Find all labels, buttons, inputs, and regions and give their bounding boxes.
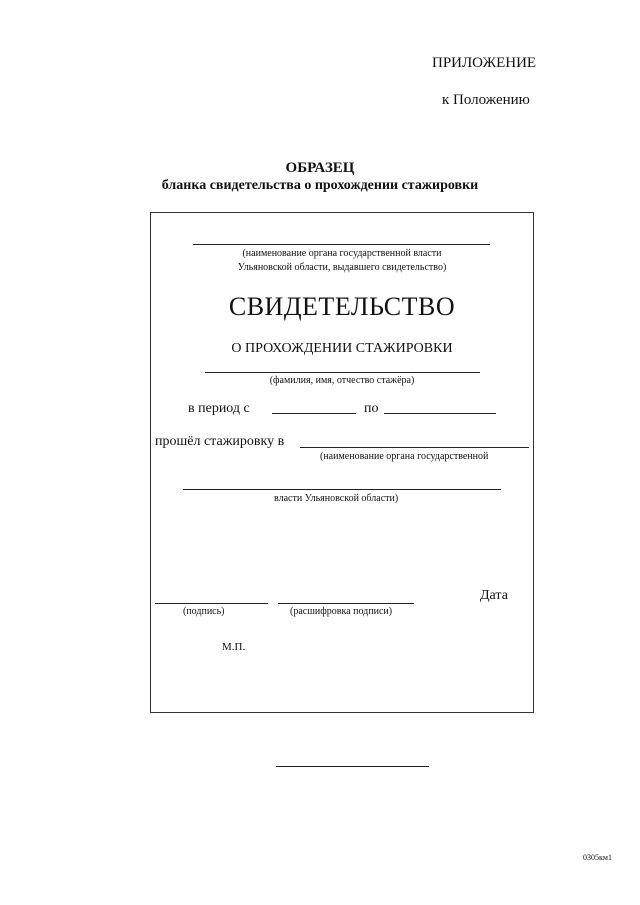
authority-caption-line1: (наименование органа государственной власти <box>242 248 442 259</box>
passed-internship-label: прошёл стажировку в <box>155 434 285 449</box>
sample-subtitle: бланка свидетельства о прохождении стажировки <box>161 178 479 193</box>
certificate-title: СВИДЕТЕЛЬСТВО <box>228 292 456 321</box>
period-to-label: по <box>364 401 379 416</box>
appendix-title: ПРИЛОЖЕНИЕ <box>432 55 537 71</box>
body-caption-line1: (наименование органа государственной <box>320 451 489 462</box>
signature-caption: (подпись) <box>183 606 225 617</box>
signature-line <box>155 603 268 604</box>
period-to-line <box>384 413 496 414</box>
trainee-caption: (фамилия, имя, отчество стажёра) <box>269 375 415 386</box>
date-label: Дата <box>480 588 508 603</box>
footer-code: 0305км1 <box>583 853 612 862</box>
internship-body-line2 <box>183 489 501 490</box>
seal-label: М.П. <box>222 641 246 653</box>
signature-decode-line <box>278 603 414 604</box>
sample-title: ОБРАЗЕЦ <box>285 160 355 176</box>
authority-caption-line2: Ульяновской области, выдавшего свидетельство) <box>237 262 447 273</box>
document-end-line <box>276 766 429 767</box>
period-from-line <box>272 413 356 414</box>
authority-name-line <box>193 244 490 245</box>
trainee-name-line <box>205 372 480 373</box>
certificate-form-frame <box>150 212 534 713</box>
signature-decode-caption: (расшифровка подписи) <box>290 606 393 617</box>
internship-body-line <box>300 447 529 448</box>
body-caption-line2: власти Ульяновской области) <box>274 493 399 504</box>
appendix-subtitle: к Положению <box>442 92 530 108</box>
period-from-label: в период с <box>188 401 250 416</box>
certificate-subtitle: О ПРОХОЖДЕНИИ СТАЖИРОВКИ <box>231 341 453 356</box>
